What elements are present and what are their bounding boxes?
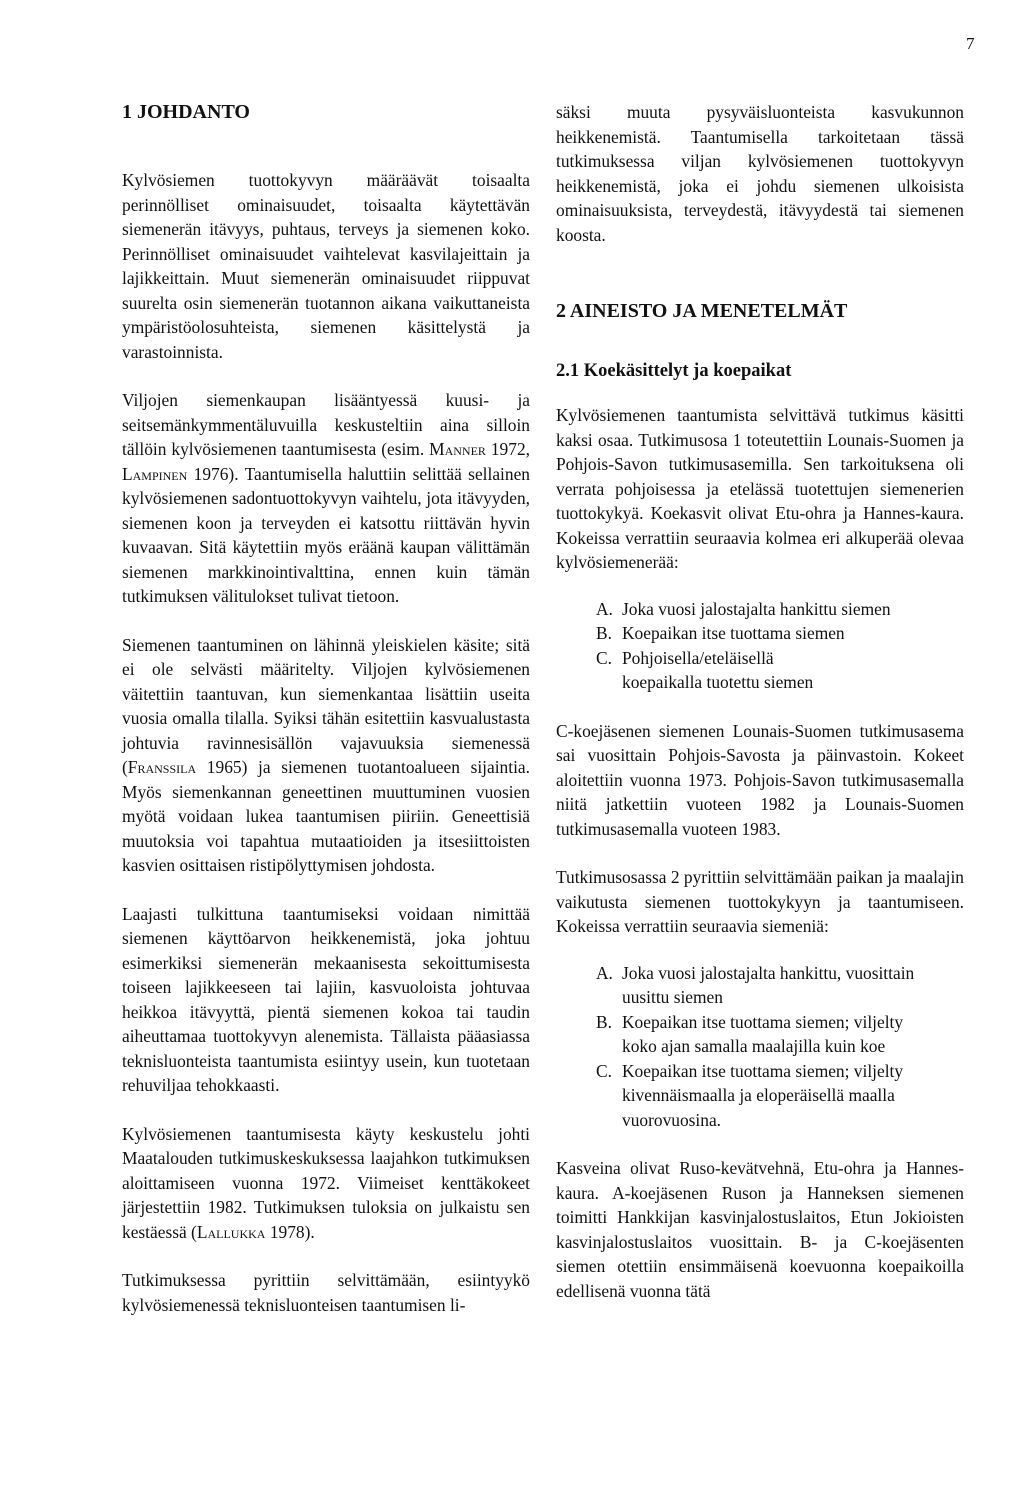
list-item-text: Joka vuosi jalostajalta hankittu, vuosittain uusittu siemen xyxy=(622,962,915,1007)
list-item xyxy=(596,1059,924,1133)
paragraph xyxy=(122,388,530,609)
seed-treatment-list xyxy=(556,961,964,1133)
list-item-text: Joka vuosi jalostajalta hankittu siemen xyxy=(622,598,891,619)
list-item xyxy=(596,597,964,622)
list-item xyxy=(596,646,964,695)
paragraph-text: Siemenen taantuminen on lähinnä yleiskielen käsite; sitä ei ole selvästi määritelty. Viljojen kylvösiemenen väitettiin taantuvan, kun siemenkantaa lisättiin useita vuosia omalla tilalla. Syiksi tähän esitettiin kasvualustasta johtuvia ravinnesisällön vajavuuksia siemenessä ( xyxy=(122,634,530,777)
paragraph: Kasveina olivat Ruso-kevätvehnä, Etu-ohra ja Hannes-kaura. A-koejäsenen Ruson ja Hanneksen siemenen toimitti Hankkijan kasvinjalostuslaitos, Etun Jokioisten kasvinjalostuslaitos vuosittain. B- ja C-koejäsenten siemen otettiin ensimmäisenä koevuonna koepaikoilla edellisenä vuonna tätä xyxy=(556,1158,964,1301)
seed-origin-list xyxy=(556,597,964,695)
paragraph-text: Kylvösiemenen taantumisesta käyty keskustelu johti Maatalouden tutkimuskeskuksessa laajahkon tutkimuksen aloittamiseen vuonna 1972. Viimeiset kenttäkokeet järjestettiin 1982. Tutkimuksen tuloksia on julkaistu sen kestäessä ( xyxy=(122,1123,530,1242)
paragraph-text: 1976). Taantumisella haluttiin selittää sellainen kylvösiemenen sadontuottokyvyn vaihtelu, jota itävyyden, siemenen koon ja terveyden ei katsottu riittävän hyvin kuvaavan. Sitä käytettiin myös eräänä kaupan välittämän siemenen markkinointivalttina, ennen kuin tämän tutkimuksen välitulokset tulivat tietoon. xyxy=(122,463,530,606)
list-marker: A. xyxy=(596,598,613,619)
list-item-text: Koepaikan itse tuottama siemen; viljelty koko ajan samalla maalajilla kuin koe xyxy=(622,1011,904,1056)
list-marker: C. xyxy=(596,647,612,668)
paragraph xyxy=(122,1122,530,1245)
section-heading-johdanto: 1 JOHDANTO xyxy=(122,101,250,123)
paragraph: Tutkimusosassa 2 pyrittiin selvittämään paikan ja maalajin vaikutusta siemenen tuottokykyyn ja taantumiseen. Kokeissa verrattiin seuraavia siemeniä: xyxy=(556,867,964,936)
page-number: 7 xyxy=(966,34,975,53)
paragraph: Tutkimuksessa pyrittiin selvittämään, esiintyykö kylvösiemenessä teknisluonteisen taantumisen li- xyxy=(122,1270,530,1315)
right-column xyxy=(556,100,964,1303)
list-item xyxy=(596,621,964,646)
left-column xyxy=(122,100,530,1317)
list-item-text: Pohjoisella/eteläisellä koepaikalla tuotettu siemen xyxy=(622,647,814,692)
citation-author: Lampinen xyxy=(122,463,188,484)
citation-author: Lallukka xyxy=(196,1221,266,1242)
paragraph-text: 1965) ja siemenen tuotantoalueen sijaintia. Myös siemenkannan geneettinen muuttuminen vuosien myötä voidaan lukea taantumisen piiriin. Geneettisiä muutoksia voi tapahtua mutaatioiden ja itsesiittoisten kasvien osittaisen ristipölyttymisen johdosta. xyxy=(122,757,530,875)
citation-author: Franssila xyxy=(127,757,197,777)
list-marker: A. xyxy=(596,962,613,983)
paragraph: Laajasti tulkittuna taantumiseksi voidaan nimittää siemenen käyttöarvon heikkenemistä, joka johtuu esimerkiksi siemenerän mekaanisesta sekoittumisesta toiseen lajikkeeseen tai lajiin, kasvuoloista johtuvaa heikkoa itävyyttä, pientä siemenen kokoa tai taudin aiheuttamaa tuottokyvyn alenemista. Tällaista pääasiassa teknisluonteista taantumista esiintyy usein, kun tuotetaan rehuviljaa tehokkaasti. xyxy=(122,903,530,1095)
list-marker: B. xyxy=(596,1011,612,1032)
paragraph: säksi muuta pysyväisluonteista kasvukunnon heikkenemistä. Taantumisella tarkoitetaan tässä tutkimuksessa viljan kylvösiemenen tuottokyvyn heikkenemistä, joka ei johdu siemenen ulkoisista ominaisuuksista, terveydestä, itävyydestä tai siemenen koosta. xyxy=(556,102,964,245)
paragraph: C-koejäsenen siemenen Lounais-Suomen tutkimusasema sai vuosittain Pohjois-Savosta ja päinvastoin. Kokeet aloitettiin vuonna 1973. Pohjois-Savon tutkimusasemalla niitä jatkettiin vuoteen 1982 ja Lounais-Suomen tutkimusasemalla vuoteen 1983. xyxy=(556,720,964,839)
paragraph-text: 1972, xyxy=(485,439,530,459)
paragraph xyxy=(122,633,530,878)
paragraph: Kylvösiemenen taantumista selvittävä tutkimus käsitti kaksi osaa. Tutkimusosa 1 toteutettiin Lounais-Suomen ja Pohjois-Savon tutkimusasemilla. Sen tarkoituksena oli verrata pohjoisessa ja etelässä tuotettujen siemenerien tuottokykyä. Koekasvit olivat Etu-ohra ja Hannes-kaura. Kokeissa verrattiin seuraavia kolmea eri alkuperää olevaa kylvösiemenerää: xyxy=(556,405,964,572)
paragraph: Kylvösiemen tuottokyvyn määräävät toisaalta perinnölliset ominaisuudet, toisaalta käytettävän siemenerän itävyys, puhtaus, terveys ja siemenen koko. Perinnölliset ominaisuudet vaihtelevat kasvilajeittain ja lajikkeittain. Muut siemenerän ominaisuudet riippuvat suurelta osin siemenerän tuotannon aikana vaikuttaneista ympäristöolosuhteista, siemenen käsittelystä ja varastoinnista. xyxy=(122,170,530,362)
section-heading-aineisto: 2 AINEISTO JA MENETELMÄT xyxy=(556,300,848,322)
list-marker: B. xyxy=(596,623,612,643)
list-item xyxy=(596,961,924,1010)
list-marker: C. xyxy=(596,1060,612,1081)
citation-author: Manner xyxy=(429,439,486,459)
list-item-text: Koepaikan itse tuottama siemen xyxy=(622,623,845,643)
paragraph-text: Viljojen siemenkaupan lisääntyessä kuusi- ja seitsemänkymmentäluvuilla keskusteltiin aina silloin tällöin kylvösiemenen taantumisesta (esim. xyxy=(122,390,530,459)
paragraph-text: 1978). xyxy=(265,1221,315,1242)
list-item xyxy=(596,1010,924,1059)
subsection-heading-koekasittelyt: 2.1 Koekäsittelyt ja koepaikat xyxy=(556,361,792,381)
list-item-text: Koepaikan itse tuottama siemen; viljelty kivennäismaalla ja eloperäisellä maalla vuorovuosina. xyxy=(622,1060,904,1130)
